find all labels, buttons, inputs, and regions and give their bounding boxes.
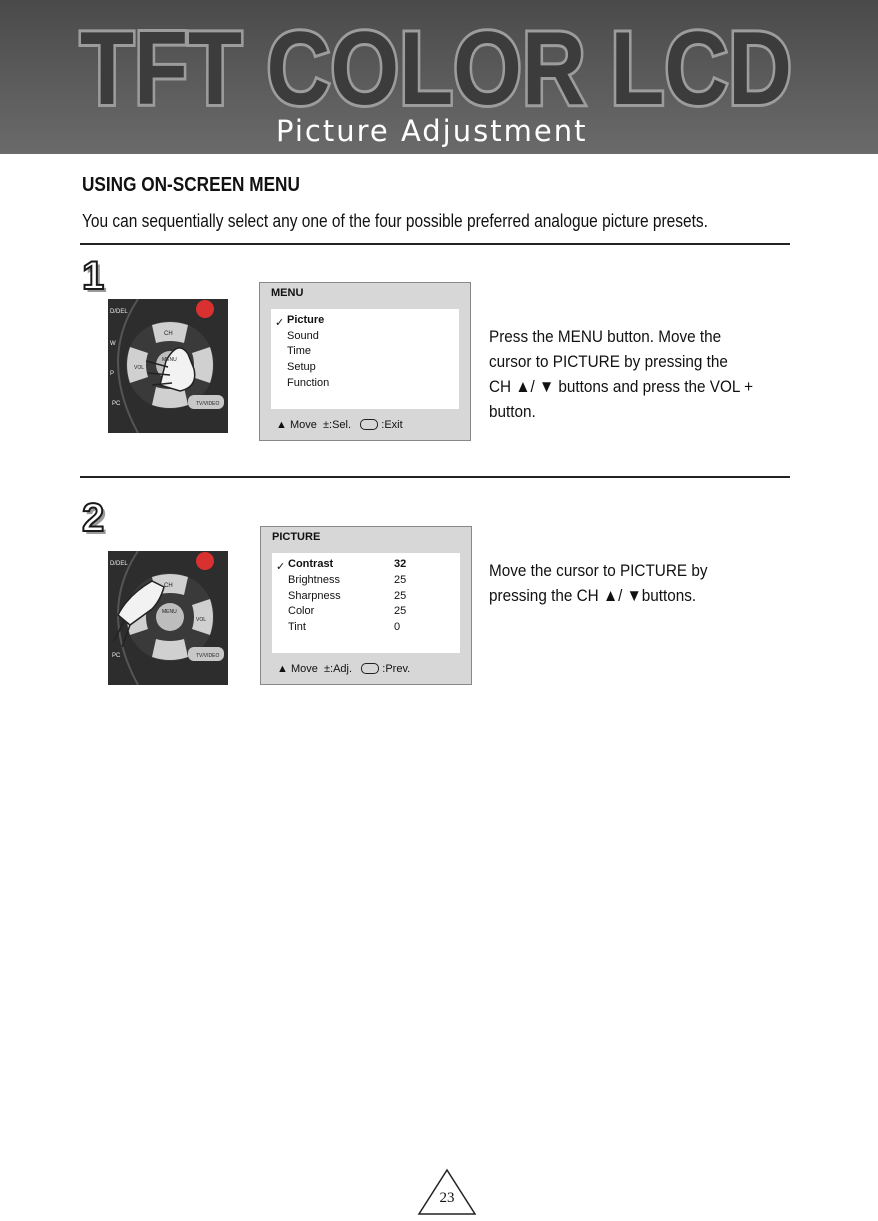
osd-item-list	[272, 553, 460, 653]
remote-label: PC	[112, 401, 121, 407]
instruction-line: Press the MENU button. Move the	[489, 327, 722, 346]
header-banner	[0, 0, 878, 154]
remote-control-graphic	[108, 551, 228, 685]
remote-photo-2	[108, 551, 228, 685]
remote-label: VOL	[196, 617, 207, 623]
step-number-1: 1	[82, 254, 105, 298]
osd-item-list	[271, 309, 459, 409]
intro-text: You can sequentially select any one of the four possible preferred analogue picture presets.	[82, 211, 708, 231]
remote-photo-1	[108, 299, 228, 433]
menu-pill-icon	[361, 663, 379, 674]
remote-control-graphic	[108, 299, 228, 433]
banner-subtitle: Picture Adjustment	[276, 114, 588, 148]
remote-label: MENU	[162, 357, 177, 363]
remote-label: MENU	[162, 609, 177, 615]
footer-sel: :Sel.	[329, 419, 352, 431]
instruction-line: cursor to PICTURE by pressing the	[489, 352, 728, 371]
osd-value: 25	[394, 605, 407, 617]
osd-value: 0	[394, 621, 401, 633]
footer-move: Move	[289, 419, 317, 431]
plus-minus-icon: ±	[323, 663, 331, 675]
remote-label: CH	[164, 331, 173, 337]
osd-picture-panel	[260, 526, 472, 685]
osd-title: PICTURE	[272, 531, 321, 543]
instruction-line: CH ▲/ ▼ buttons and press the VOL +	[489, 377, 754, 396]
osd-footer	[277, 663, 410, 675]
remote-label: TV/VIDEO	[196, 401, 220, 407]
osd-menu-panel	[259, 282, 471, 441]
osd-item: Function	[287, 377, 330, 389]
up-down-arrow-icon: ▲︎	[277, 663, 288, 675]
remote-label: W	[110, 341, 116, 347]
divider	[80, 476, 790, 478]
up-down-arrow-icon: ▲︎	[276, 419, 287, 431]
osd-item: Tint	[288, 621, 306, 633]
checkmark-icon: ✓	[276, 561, 286, 573]
instruction-line: button.	[489, 402, 536, 421]
remote-label: D/DEL	[110, 309, 128, 315]
plus-minus-icon: ±	[322, 419, 330, 431]
remote-label: CH	[164, 583, 173, 589]
step-number-2: 2	[82, 496, 105, 540]
osd-item: Sound	[287, 330, 319, 342]
osd-item: Picture	[287, 314, 325, 326]
remote-label: VOL	[134, 365, 145, 371]
menu-pill-icon	[360, 419, 378, 430]
osd-value: 25	[394, 590, 407, 602]
remote-label: D/DEL	[110, 561, 128, 567]
footer-exit: :Exit	[381, 419, 403, 431]
osd-title: MENU	[271, 287, 304, 299]
step-1-instructions	[489, 324, 786, 424]
footer-prev: :Prev.	[382, 663, 411, 675]
osd-value: 32	[394, 558, 407, 570]
step-2-instructions	[489, 558, 786, 608]
remote-label: PC	[112, 653, 121, 659]
remote-label: P	[110, 371, 115, 377]
osd-value: 25	[394, 574, 407, 586]
osd-item: Setup	[287, 361, 316, 373]
instruction-line: pressing the CH ▲/ ▼buttons.	[489, 586, 697, 605]
footer-move: Move	[290, 663, 318, 675]
osd-item: Time	[287, 345, 312, 357]
osd-item: Color	[288, 605, 315, 617]
footer-adj: :Adj.	[330, 663, 353, 675]
osd-item: Sharpness	[288, 590, 341, 602]
osd-footer	[276, 419, 403, 431]
checkmark-icon: ✓	[275, 317, 285, 329]
banner-title: TFT COLOR LCD	[80, 11, 792, 127]
page-number-badge	[417, 1168, 477, 1216]
section-heading: USING ON-SCREEN MENU	[82, 174, 300, 196]
page-number: 23	[439, 1190, 455, 1206]
divider	[80, 243, 790, 245]
remote-label: TV/VIDEO	[196, 653, 220, 659]
osd-item: Brightness	[288, 574, 340, 586]
instruction-line: Move the cursor to PICTURE by	[489, 561, 708, 580]
osd-item: Contrast	[288, 558, 334, 570]
